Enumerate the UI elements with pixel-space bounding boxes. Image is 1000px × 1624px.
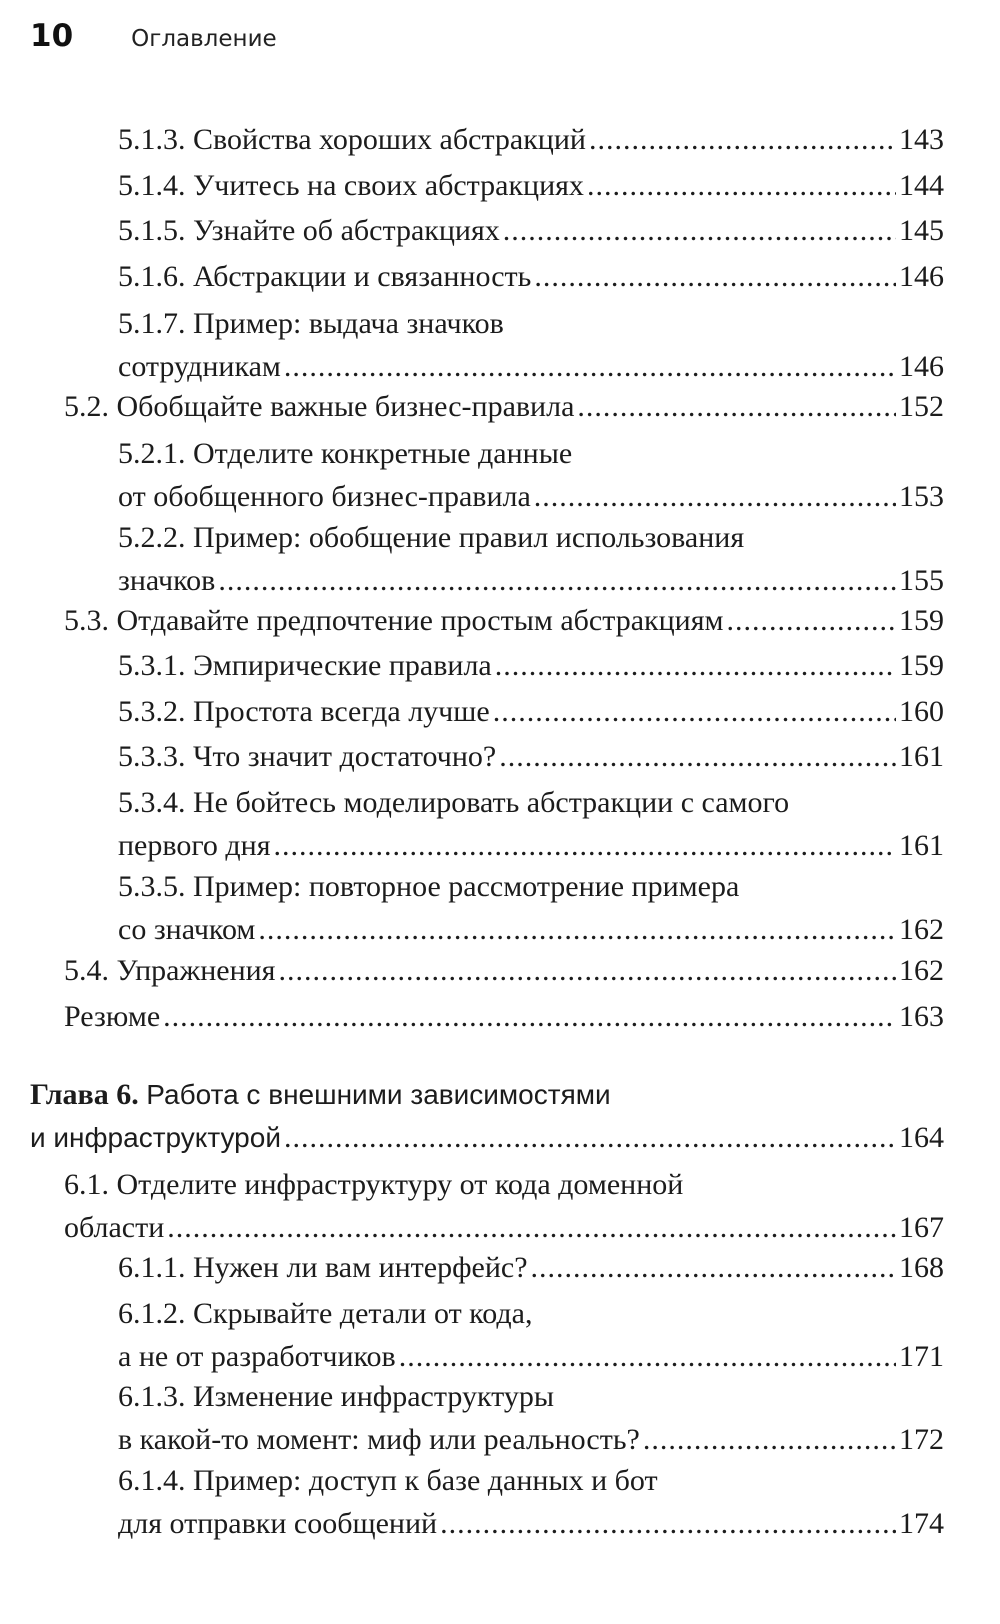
- toc-entry-title: 6.1.2. Скрывайте детали от кода,: [118, 1297, 533, 1330]
- toc-entry: [118, 118, 944, 161]
- dot-leader: [399, 1335, 896, 1378]
- toc-page-number: 163: [899, 1000, 944, 1033]
- toc-page-number: 159: [899, 604, 944, 637]
- toc-page-number: 155: [899, 564, 944, 597]
- toc-page-number: 167: [899, 1211, 944, 1244]
- toc-entry-title: 5.3.3. Что значит достаточно?: [118, 740, 497, 773]
- toc-entry-title-continued: со значком: [118, 913, 256, 946]
- toc-entry: [118, 516, 944, 602]
- toc-entry-title: 5.3.1. Эмпирические правила: [118, 649, 492, 682]
- toc-entry-title-continued: сотрудникам: [118, 350, 281, 383]
- toc-entry-title-continued: для отправки сообщений: [118, 1507, 438, 1540]
- toc-entry: [118, 1246, 944, 1289]
- toc-page-number: 143: [899, 123, 944, 156]
- toc-page-number: 162: [899, 954, 944, 987]
- dot-leader: [284, 1116, 896, 1159]
- toc-entry-title-continued: значков: [118, 564, 216, 597]
- toc-entry-title-continued: в какой-то момент: миф или реальность?: [118, 1423, 640, 1456]
- toc-entry-title-continued: а не от разработчиков: [118, 1340, 396, 1373]
- toc-entry: [118, 1292, 944, 1378]
- toc-entry: [118, 781, 944, 867]
- toc-page-number: 152: [899, 390, 944, 423]
- toc-page-number: 153: [899, 480, 944, 513]
- toc-entry: [118, 1375, 944, 1461]
- toc-entry-title-continued: от обобщенного бизнес-правила: [118, 480, 531, 513]
- dot-leader: [587, 164, 896, 207]
- dot-leader: [258, 908, 896, 951]
- toc-entry-title-continued: первого дня: [118, 829, 271, 862]
- toc-entry-title: 5.1.4. Учитесь на своих абстракциях: [118, 169, 584, 202]
- dot-leader: [440, 1502, 896, 1545]
- toc-entry-title: 6.1.4. Пример: доступ к базе данных и бот: [118, 1464, 658, 1497]
- dot-leader: [499, 735, 896, 778]
- toc-page-number: 161: [899, 740, 944, 773]
- toc-page-number: 146: [899, 260, 944, 293]
- toc-entry-title: 5.3.4. Не бойтесь моделировать абстракции с самого: [118, 786, 790, 819]
- toc-entry-title: 5.1.3. Свойства хороших абстракций: [118, 123, 586, 156]
- dot-leader: [163, 995, 896, 1038]
- chapter-title-continued: и инфраструктурой: [30, 1122, 281, 1153]
- toc-entry-title: 6.1.1. Нужен ли вам интерфейс?: [118, 1251, 528, 1284]
- toc-entry-title: 5.2. Обобщайте важные бизнес-правила: [64, 390, 575, 423]
- dot-leader: [577, 385, 896, 428]
- chapter-label: Глава 6.: [30, 1078, 139, 1111]
- toc-page-number: 145: [899, 214, 944, 247]
- toc-page-number: 144: [899, 169, 944, 202]
- toc-entry-title: 5.3.2. Простота всегда лучше: [118, 695, 490, 728]
- dot-leader: [534, 255, 896, 298]
- toc-page-number: 162: [899, 913, 944, 946]
- toc-entry: [64, 949, 944, 992]
- toc-entry: [118, 302, 944, 388]
- dot-leader: [589, 118, 896, 161]
- toc-entry: [118, 1459, 944, 1545]
- toc-entry: [118, 255, 944, 298]
- dot-leader: [284, 345, 896, 388]
- toc-entry-title: 5.1.6. Абстракции и связанность: [118, 260, 532, 293]
- toc-chapter-entry: [30, 1073, 944, 1159]
- toc-entry-title: 5.4. Упражнения: [64, 954, 276, 987]
- dot-leader: [534, 475, 896, 518]
- dot-leader: [278, 949, 896, 992]
- toc-entry-title: 5.1.5. Узнайте об абстракциях: [118, 214, 500, 247]
- toc-entry: [118, 209, 944, 252]
- toc-entry: [64, 599, 944, 642]
- toc-page-number: 168: [899, 1251, 944, 1284]
- toc-entry: [118, 690, 944, 733]
- dot-leader: [503, 209, 896, 252]
- toc-entry-title: 5.1.7. Пример: выдача значков: [118, 307, 504, 340]
- toc-page-number: 174: [899, 1507, 944, 1540]
- dot-leader: [643, 1418, 896, 1461]
- toc-page-number: 160: [899, 695, 944, 728]
- toc-entry-title: 5.3.5. Пример: повторное рассмотрение примера: [118, 870, 740, 903]
- toc-entry: [64, 385, 944, 428]
- toc-entry: [118, 644, 944, 687]
- toc-page-number: 161: [899, 829, 944, 862]
- toc-entry-title: 6.1. Отделите инфраструктуру от кода доменной: [64, 1168, 684, 1201]
- toc-entry-title: 5.2.1. Отделите конкретные данные: [118, 437, 573, 470]
- toc-entry-title-continued: области: [64, 1211, 165, 1244]
- toc-page-number: 146: [899, 350, 944, 383]
- toc-entry-title: 6.1.3. Изменение инфраструктуры: [118, 1380, 554, 1413]
- toc-entry: [64, 1163, 944, 1249]
- toc-entry: [118, 164, 944, 207]
- toc-entry-title: Резюме: [64, 1000, 161, 1033]
- toc-entry: [118, 735, 944, 778]
- toc-entry: [118, 865, 944, 951]
- dot-leader: [167, 1206, 896, 1249]
- toc-entry: [118, 432, 944, 518]
- running-head: Оглавление: [131, 26, 277, 52]
- page-number: 10: [30, 18, 74, 54]
- dot-leader: [218, 559, 896, 602]
- toc-page-number: 159: [899, 649, 944, 682]
- dot-leader: [493, 690, 896, 733]
- chapter-title: Работа с внешними зависимостями: [146, 1079, 611, 1110]
- dot-leader: [727, 599, 896, 642]
- page-header: [30, 18, 277, 68]
- dot-leader: [274, 824, 896, 867]
- toc-page-number: 172: [899, 1423, 944, 1456]
- dot-leader: [495, 644, 896, 687]
- toc-page-number: 171: [899, 1340, 944, 1373]
- toc-entry-title: 5.3. Отдавайте предпочтение простым абстракциям: [64, 604, 724, 637]
- toc-entry: [64, 995, 944, 1038]
- dot-leader: [531, 1246, 896, 1289]
- toc-entry-title: 5.2.2. Пример: обобщение правил использования: [118, 521, 745, 554]
- toc-page-number: 164: [899, 1121, 944, 1154]
